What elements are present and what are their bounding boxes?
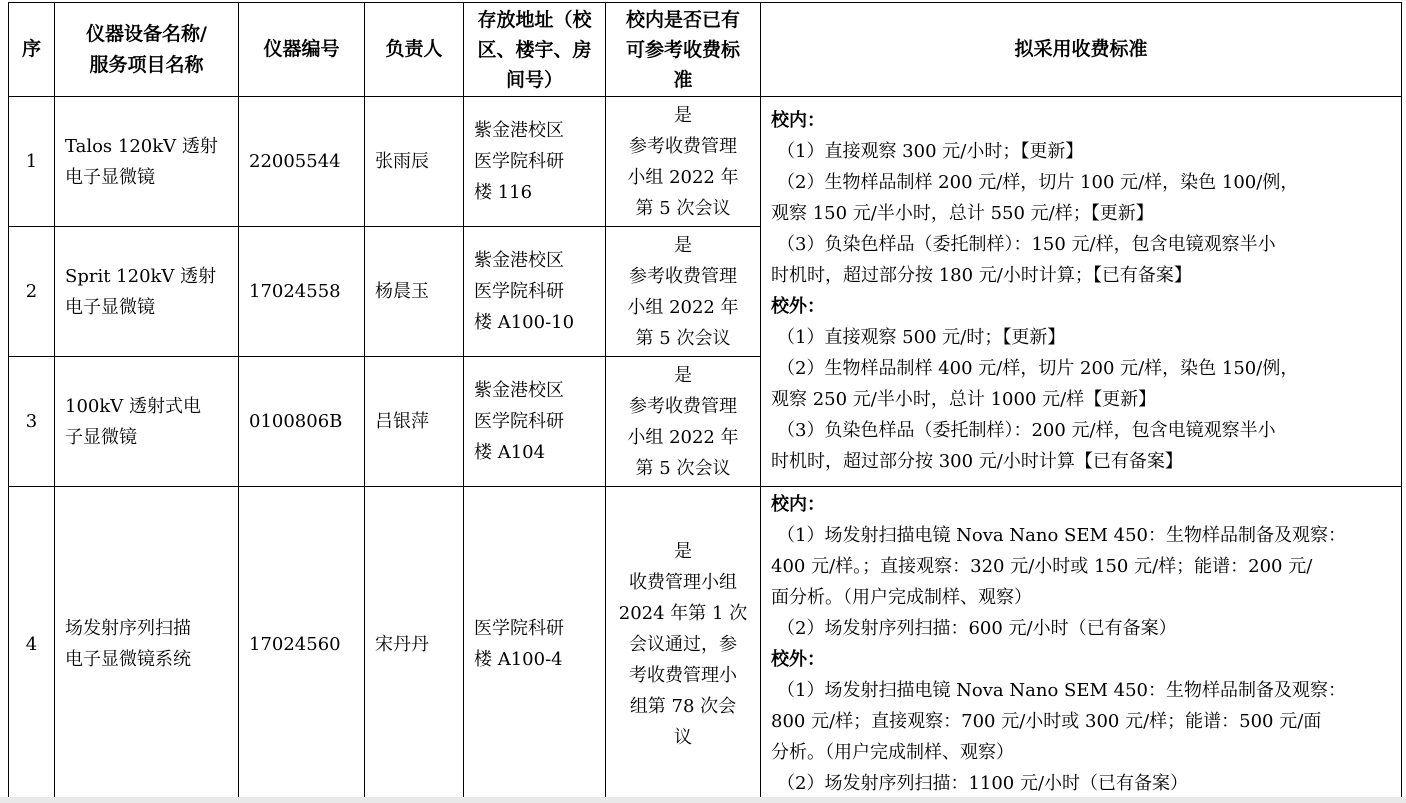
row-owner: 张雨辰 (365, 97, 464, 227)
fee-line: 面分析。（用户完成制样、观察） (771, 587, 1032, 608)
header-ref-line: 可参考收费标 (625, 38, 740, 61)
fee-inside-title: 校内： (771, 494, 825, 515)
fee-line: （2）场发射序列扫描：600 元/小时（已有备案） (777, 618, 1177, 639)
fee-line: （2）生物样品制样 200 元/样，切片 100 元/样，染色 100/例， (777, 172, 1299, 193)
header-ref-line: 校内是否已有 (625, 8, 740, 31)
row-owner: 宋丹丹 (365, 487, 464, 802)
row-seq: 3 (9, 357, 55, 487)
row-name-line: 电子显微镜 (65, 166, 155, 188)
fee-line: （1）场发射扫描电镜 Nova Nano SEM 450：生物样品制备及观察： (777, 525, 1346, 546)
row-ref-line: 是 (674, 104, 692, 126)
row-ref (606, 487, 761, 802)
fee-outside-title: 校外： (771, 649, 825, 670)
row-name-line: 100kV 透射式电 (65, 395, 201, 417)
header-code: 仪器编号 (239, 3, 365, 97)
row-location-line: 紫金港校区 (474, 120, 564, 141)
row-location-line: 医学院科研 (474, 411, 564, 432)
fee-line: （2）场发射序列扫描：1100 元/小时（已有备案） (777, 773, 1189, 794)
row-code: 17024560 (239, 487, 365, 802)
row-ref (606, 357, 761, 487)
fee-outside-title: 校外： (771, 296, 825, 317)
row-name-line: 子显微镜 (65, 426, 137, 448)
row-ref-line: 参考收费管理 (629, 135, 737, 157)
header-owner: 负责人 (365, 3, 464, 97)
fee-line: （1）直接观察 300 元/小时；【更新】 (777, 141, 1084, 162)
row-ref (606, 227, 761, 357)
row-ref-line: 第 5 次会议 (635, 457, 731, 479)
row-owner: 吕银萍 (365, 357, 464, 487)
row-code: 0100806B (239, 357, 365, 487)
fee-line: 分析。（用户完成制样、观察） (771, 742, 1014, 763)
row-ref-line: 是 (674, 364, 692, 386)
table-row (9, 97, 1402, 227)
fee-line: 观察 250 元/半小时，总计 1000 元/样【更新】 (771, 389, 1157, 410)
row-ref-line: 小组 2022 年 (627, 426, 739, 448)
row-ref-line: 第 5 次会议 (635, 327, 731, 349)
fee-line: 时机时，超过部分按 180 元/小时计算；【已有备案】 (771, 265, 1192, 286)
row-owner: 杨晨玉 (365, 227, 464, 357)
row-ref (606, 97, 761, 227)
fee-line: （3）负染色样品（委托制样）：200 元/样，包含电镜观察半小 (777, 420, 1276, 441)
row-location-line: 医学院科研 (474, 151, 564, 172)
header-ref (606, 3, 761, 97)
row-ref-line: 组第 78 次会 (629, 695, 737, 717)
row-ref-line: 考收费管理小 (629, 664, 737, 686)
header-row (9, 3, 1402, 97)
row-name-line: 电子显微镜 (65, 296, 155, 318)
fee-line: （2）生物样品制样 400 元/样，切片 200 元/样，染色 150/例， (777, 358, 1299, 379)
row-location-line: 楼 A100-4 (474, 649, 563, 670)
header-ref-line: 准 (673, 68, 693, 91)
fee-cell-1 (761, 97, 1402, 487)
row-name (55, 487, 239, 802)
row-location (464, 97, 606, 227)
header-location (464, 3, 606, 97)
row-name-line: Sprit 120kV 透射 (65, 265, 217, 287)
row-ref-line: 参考收费管理 (629, 395, 737, 417)
row-ref-line: 是 (674, 234, 692, 256)
fee-line: （1）场发射扫描电镜 Nova Nano SEM 450：生物样品制备及观察： (777, 680, 1346, 701)
fee-line: 观察 150 元/半小时，总计 550 元/样；【更新】 (771, 203, 1154, 224)
row-seq: 2 (9, 227, 55, 357)
row-location-line: 楼 A104 (474, 442, 546, 463)
row-ref-line: 是 (674, 540, 692, 562)
row-ref-line: 会议通过，参 (629, 633, 737, 655)
row-location-line: 紫金港校区 (474, 380, 564, 401)
row-location-line: 医学院科研 (474, 618, 564, 639)
fee-cell-2 (761, 487, 1402, 802)
header-location-line: 间号） (505, 68, 563, 91)
fee-inside-title: 校内： (771, 110, 825, 131)
row-code: 22005544 (239, 97, 365, 227)
header-name-line: 仪器设备名称/ (86, 22, 207, 45)
header-name (55, 3, 239, 97)
fee-line: （3）负染色样品（委托制样）：150 元/样，包含电镜观察半小 (777, 234, 1276, 255)
row-location (464, 487, 606, 802)
row-location (464, 227, 606, 357)
row-name-line: 场发射序列扫描 (65, 618, 191, 639)
header-name-line: 服务项目名称 (89, 53, 204, 76)
row-ref-line: 参考收费管理 (629, 265, 737, 287)
row-location (464, 357, 606, 487)
row-seq: 4 (9, 487, 55, 802)
row-code: 17024558 (239, 227, 365, 357)
header-location-line: 存放地址（校 (477, 8, 592, 31)
row-ref-line: 小组 2022 年 (627, 296, 739, 318)
row-ref-line: 小组 2022 年 (627, 166, 739, 188)
fee-line: 400 元/样。；直接观察：320 元/小时或 150 元/样；能谱：200 元/ (771, 556, 1313, 577)
fee-standard-table (8, 2, 1402, 802)
row-seq: 1 (9, 97, 55, 227)
row-location-line: 医学院科研 (474, 281, 564, 302)
row-name (55, 357, 239, 487)
row-location-line: 楼 116 (474, 182, 533, 203)
row-ref-line: 2024 年第 1 次 (618, 602, 748, 624)
header-fee: 拟采用收费标准 (761, 3, 1402, 97)
fee-line: 800 元/样；直接观察：700 元/小时或 300 元/样；能谱：500 元/面 (771, 711, 1322, 732)
row-name (55, 97, 239, 227)
table-row (9, 487, 1402, 802)
row-location-line: 楼 A100-10 (474, 312, 575, 333)
header-seq: 序 (9, 3, 55, 97)
row-ref-line: 议 (674, 726, 692, 748)
row-location-line: 紫金港校区 (474, 250, 564, 271)
row-name-line: 电子显微镜系统 (65, 649, 191, 670)
header-location-line: 区、楼宇、房 (477, 38, 592, 61)
row-name (55, 227, 239, 357)
fee-line: （1）直接观察 500 元/时；【更新】 (777, 327, 1066, 348)
row-ref-line: 收费管理小组 (629, 571, 737, 593)
page-bottom-edge (0, 797, 1406, 803)
fee-line: 时机时，超过部分按 300 元/小时计算【已有备案】 (771, 451, 1183, 472)
row-name-line: Talos 120kV 透射 (65, 135, 218, 157)
row-ref-line: 第 5 次会议 (635, 197, 731, 219)
